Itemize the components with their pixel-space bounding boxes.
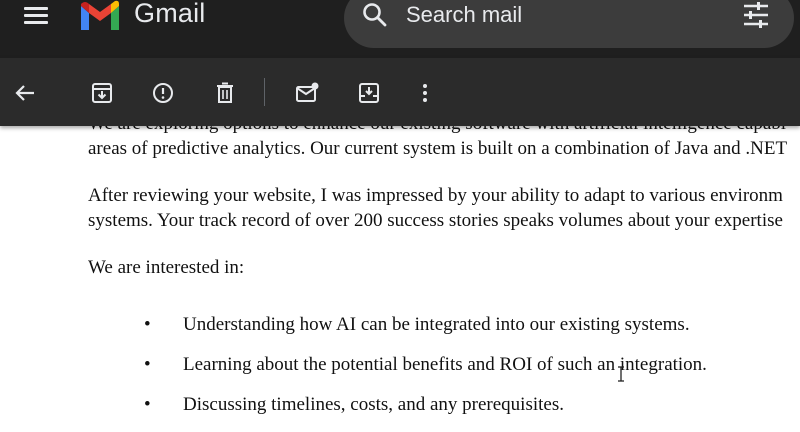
paragraph-line: systems. Your track record of over 200 success stories speaks volumes about your expertise bbox=[88, 210, 783, 231]
search-options-icon[interactable] bbox=[742, 2, 770, 28]
gmail-logo[interactable] bbox=[78, 0, 122, 32]
email-list-intro: We are interested in: bbox=[88, 257, 245, 278]
email-body bbox=[88, 111, 800, 432]
bullet-glyph: • bbox=[144, 314, 151, 335]
mark-unread-icon[interactable] bbox=[294, 80, 320, 106]
email-bullet-list bbox=[88, 312, 800, 417]
search-input[interactable] bbox=[404, 0, 708, 30]
bullet-glyph: • bbox=[144, 394, 151, 415]
report-spam-icon[interactable] bbox=[150, 80, 176, 106]
search-bar[interactable] bbox=[344, 0, 794, 48]
app-brand-name: Gmail bbox=[134, 0, 206, 28]
back-arrow-icon[interactable] bbox=[12, 80, 38, 106]
move-to-icon[interactable] bbox=[356, 80, 382, 106]
more-vert-icon[interactable] bbox=[412, 80, 438, 106]
email-paragraph bbox=[88, 183, 800, 233]
list-item bbox=[88, 352, 800, 377]
list-item-text: Discussing timelines, costs, and any prerequisites. bbox=[183, 394, 564, 415]
search-icon[interactable] bbox=[362, 2, 388, 28]
paragraph-line: After reviewing your website, I was impressed by your ability to adapt to various environm bbox=[88, 185, 783, 206]
list-item-text: Learning about the potential benefits and ROI of such an integration. bbox=[183, 354, 707, 375]
list-item bbox=[88, 312, 800, 337]
list-item-text: Understanding how AI can be integrated into our existing systems. bbox=[183, 314, 690, 335]
archive-icon[interactable] bbox=[89, 80, 115, 106]
main-menu-icon[interactable] bbox=[22, 4, 50, 26]
top-app-bar bbox=[0, 0, 800, 58]
list-item bbox=[88, 392, 800, 417]
delete-icon[interactable] bbox=[212, 80, 238, 106]
bullet-glyph: • bbox=[144, 354, 151, 375]
message-toolbar bbox=[0, 58, 800, 126]
text-cursor-icon bbox=[617, 366, 625, 382]
toolbar-divider bbox=[264, 78, 265, 106]
paragraph-line: areas of predictive analytics. Our current system is built on a combination of Java and .NET bbox=[88, 138, 788, 159]
